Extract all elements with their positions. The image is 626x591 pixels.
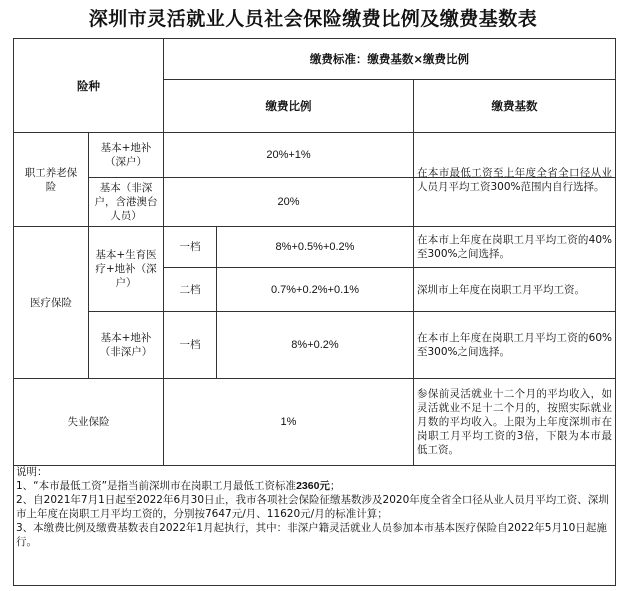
- pension-sub-local: 基本+地补（深户）: [100, 142, 152, 168]
- medical-sub-nonlocal: 基本+地补（非深户）: [99, 332, 153, 358]
- medical-base-1: 在本市上年度在岗职工月平均工资的40%至300%之间选择。: [417, 234, 612, 260]
- min-wage-value: 2360元: [296, 480, 330, 492]
- unemployment-rate: 1%: [280, 416, 297, 428]
- medical-sub-local: 基本+生育医疗+地补（深户）: [95, 249, 157, 289]
- medical-grade-1: 一档: [179, 241, 201, 253]
- medical-label: 医疗保险: [30, 296, 72, 309]
- pension-base: 在本市最低工资至上年度全省全口径从业人员月平均工资300%范围内自行选择。: [417, 166, 612, 193]
- pension-sub-nonlocal: 基本（非深户，含港澳台人员）: [94, 182, 158, 222]
- unemployment-base: 参保前灵活就业十二个月的平均收入，如灵活就业不足十二个月的，按照实际就业月数的平均收入。上限为上年度深圳市在岗职工月平均工资的3倍，下限为本市最低工资。: [417, 388, 612, 456]
- page-title: 深圳市灵活就业人员社会保险缴费比例及缴费基数表: [88, 8, 538, 30]
- pension-rate-nonlocal: 20%: [277, 196, 300, 208]
- notes-heading: 说明：: [16, 466, 48, 478]
- pension-rate-local: 20%+1%: [266, 149, 311, 161]
- medical-grade-nonlocal: 一档: [179, 339, 201, 351]
- rate-header: 缴费比例: [265, 99, 312, 113]
- medical-rate-nonlocal: 8%+0.2%: [291, 339, 339, 351]
- note-1: [16, 479, 614, 493]
- note-1-end: ；: [329, 480, 341, 492]
- note-1-text: 1、“本市最低工资”是指当前深圳市在岗职工月最低工资标准: [16, 480, 297, 492]
- base-header: 缴费基数: [491, 99, 538, 113]
- note-2: 2、自2021年7月1日起至2022年6月30日止，我市各项社会保险征缴基数涉及2020年度全省全口径从业人员月平均工资、深圳市上年度在岗职工月平均工资的，分别按7647元/月、11620元/月的标准计算；: [16, 494, 609, 520]
- notes-section: [16, 465, 614, 549]
- contribution-table: [13, 38, 616, 586]
- insurance-type-header: 险种: [77, 78, 100, 93]
- pension-label: 职工养老保险: [24, 166, 78, 193]
- standard-header: 缴费标准：缴费基数×缴费比例: [309, 52, 470, 66]
- medical-rate-1: 8%+0.5%+0.2%: [275, 241, 355, 253]
- medical-base-nonlocal: 在本市上年度在岗职工月平均工资的60%至300%之间选择。: [417, 332, 612, 358]
- medical-base-2: 深圳市上年度在岗职工月平均工资。: [417, 283, 585, 296]
- unemployment-label: 失业保险: [67, 416, 110, 428]
- medical-rate-2: 0.7%+0.2%+0.1%: [270, 283, 360, 296]
- note-3: 3、本缴费比例及缴费基数表自2022年1月起执行，其中：非深户籍灵活就业人员参加本市基本医疗保险自2022年5月10日起施行。: [16, 522, 607, 548]
- medical-grade-2: 二档: [179, 283, 201, 296]
